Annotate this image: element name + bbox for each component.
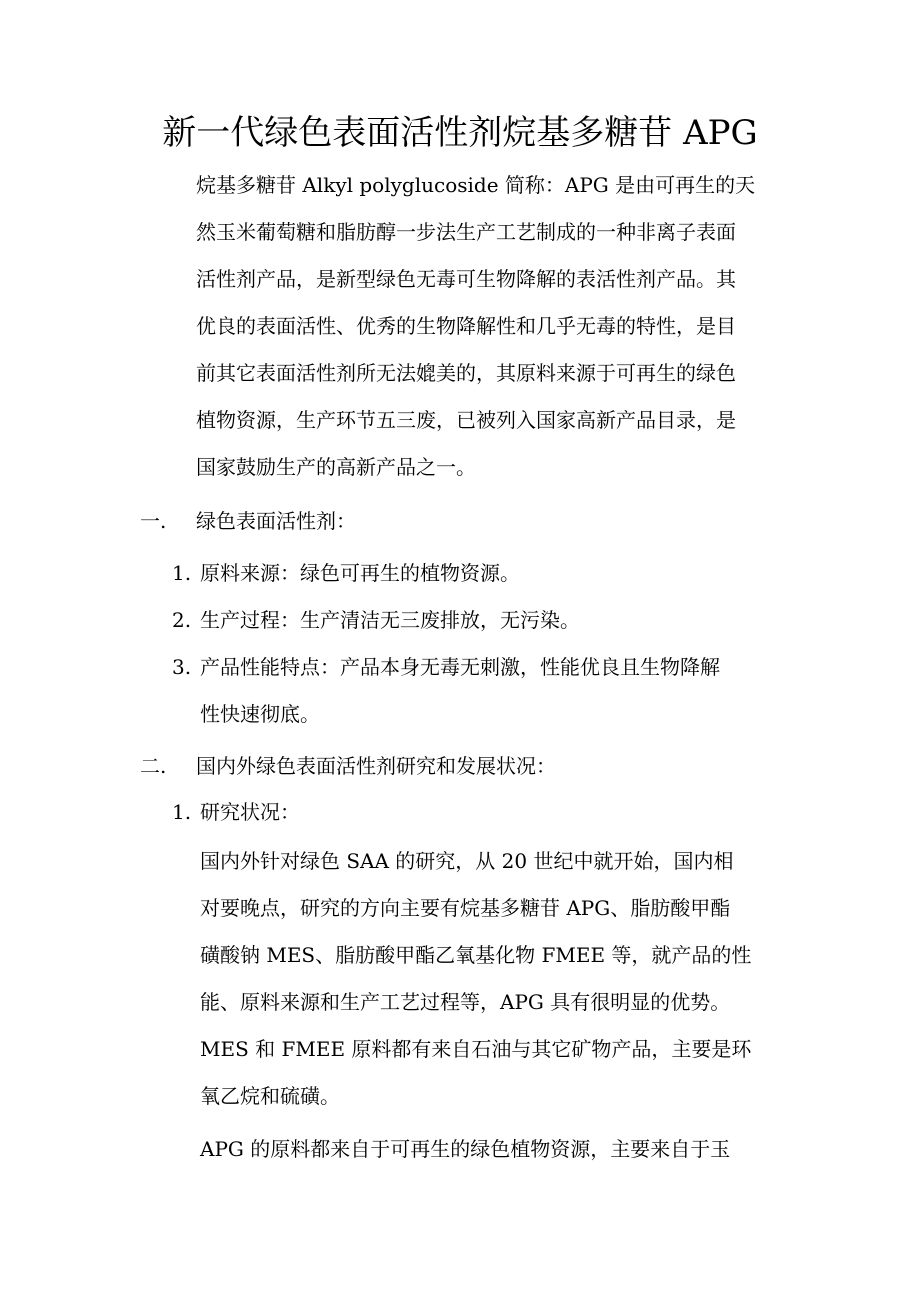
- list-item-text: 原料来源：绿色可再生的植物资源。: [200, 561, 520, 585]
- section-2-marker: 二.: [140, 754, 167, 778]
- section-1-heading: 绿色表面活性剂：: [196, 509, 356, 533]
- intro-line: 然玉米葡萄糖和脂肪醇一步法生产工艺制成的一种非离子表面: [196, 220, 736, 244]
- list-item-marker: 1.: [172, 561, 192, 585]
- intro-line: 活性剂产品，是新型绿色无毒可生物降解的表活性剂产品。其: [196, 267, 736, 291]
- intro-line: 国家鼓励生产的高新产品之一。: [196, 455, 476, 479]
- list-item-text: 性快速彻底。: [200, 702, 320, 726]
- section-1-marker: 一.: [140, 509, 167, 533]
- body-line: 国内外针对绿色 SAA 的研究，从 20 世纪中就开始，国内相: [200, 849, 734, 873]
- body-line: MES 和 FMEE 原料都有来自石油与其它矿物产品，主要是环: [200, 1037, 752, 1061]
- body-line: 磺酸钠 MES、脂肪酸甲酯乙氧基化物 FMEE 等，就产品的性: [200, 943, 752, 967]
- list-item-heading: 研究状况：: [200, 800, 300, 824]
- body-line: APG 的原料都来自于可再生的绿色植物资源，主要来自于玉: [200, 1137, 731, 1161]
- body-line: 对要晚点，研究的方向主要有烷基多糖苷 APG、脂肪酸甲酯: [200, 896, 731, 920]
- list-item-marker: 2.: [172, 608, 192, 632]
- intro-line: 植物资源，生产环节五三废，已被列入国家高新产品目录，是: [196, 408, 736, 432]
- list-item-marker: 1.: [172, 800, 192, 824]
- intro-line: 优良的表面活性、优秀的生物降解性和几乎无毒的特性，是目: [196, 314, 736, 338]
- intro-line: 前其它表面活性剂所无法媲美的，其原料来源于可再生的绿色: [196, 361, 736, 385]
- list-item-text: 产品性能特点：产品本身无毒无刺激，性能优良且生物降解: [200, 655, 720, 679]
- body-line: 氧乙烷和硫磺。: [200, 1084, 340, 1108]
- section-2-heading: 国内外绿色表面活性剂研究和发展状况：: [196, 754, 556, 778]
- body-line: 能、原料来源和生产工艺过程等，APG 具有很明显的优势。: [200, 990, 731, 1014]
- document-title: 新一代绿色表面活性剂烷基多糖苷 APG: [162, 113, 758, 153]
- list-item-marker: 3.: [172, 655, 192, 679]
- intro-line: 烷基多糖苷 Alkyl polyglucoside 简称：APG 是由可再生的天: [196, 173, 756, 197]
- list-item-text: 生产过程：生产清洁无三废排放，无污染。: [200, 608, 580, 632]
